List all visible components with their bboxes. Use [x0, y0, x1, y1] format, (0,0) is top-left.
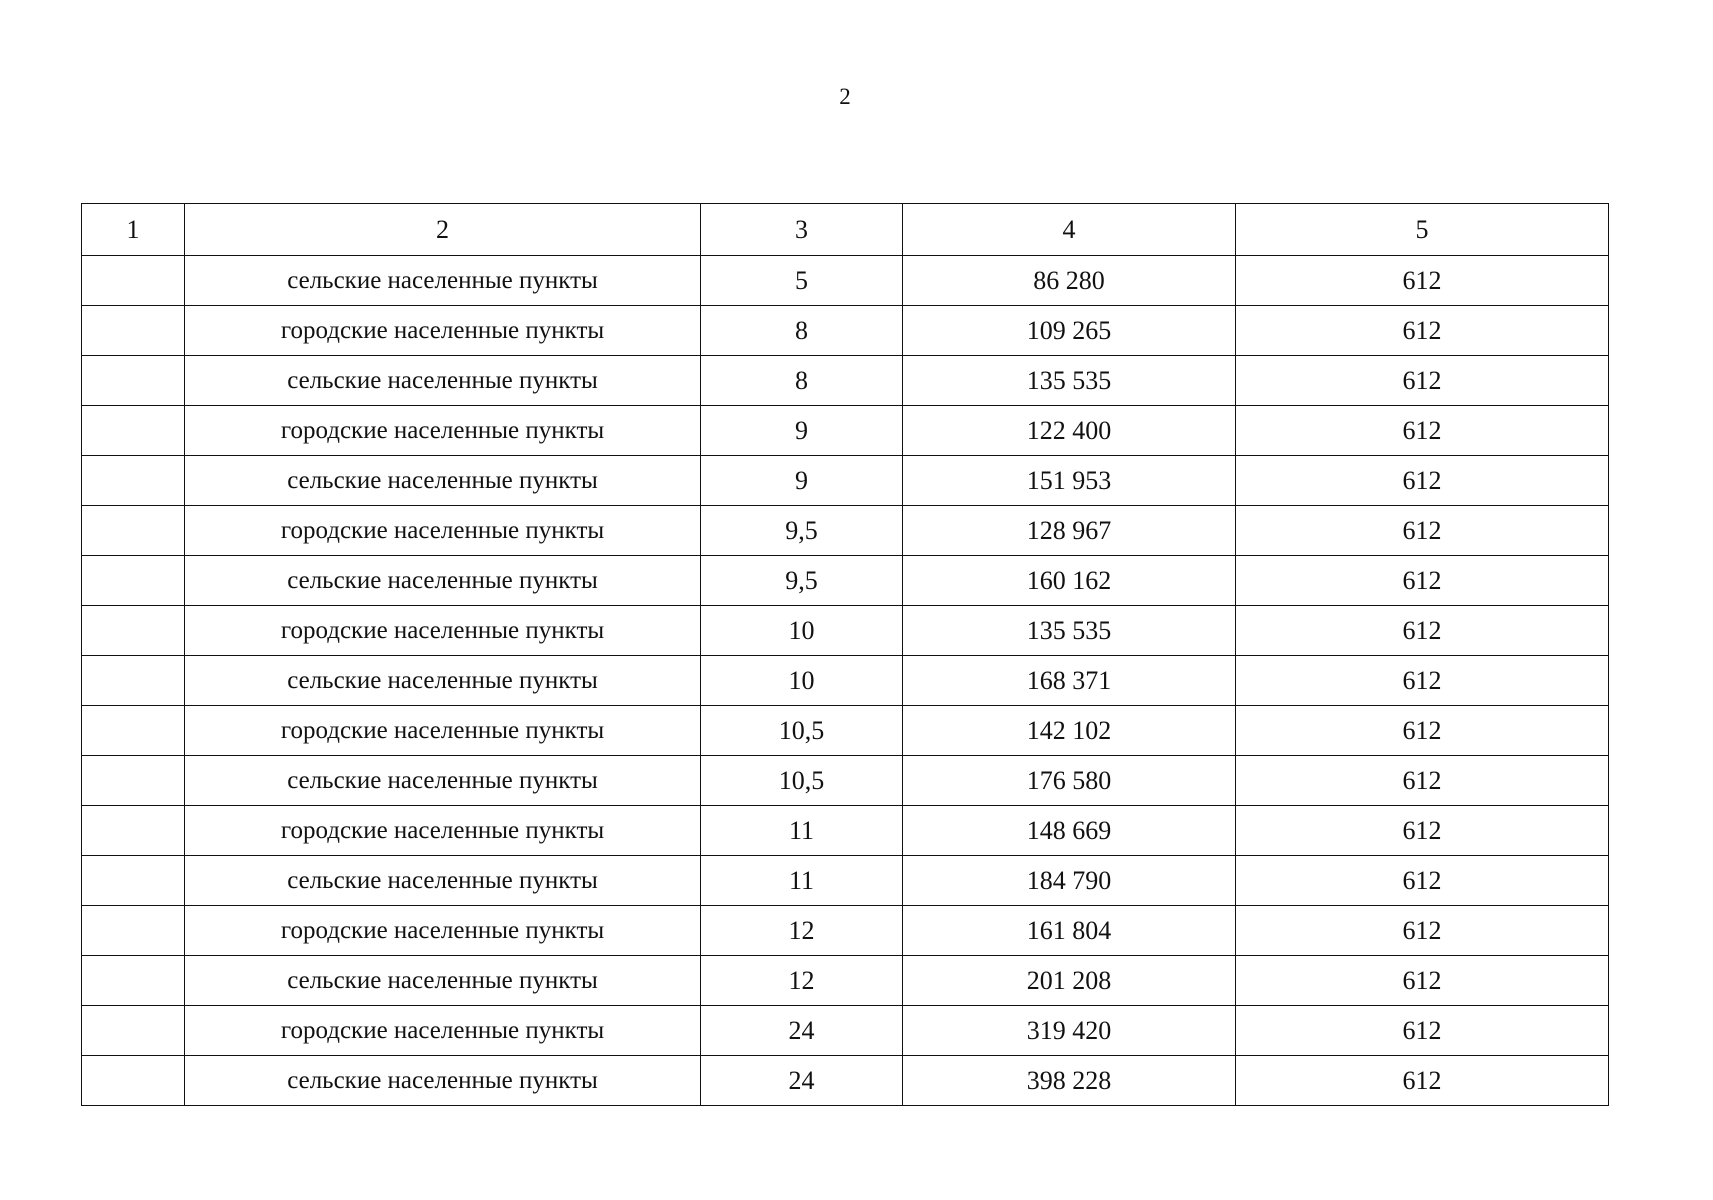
value-cell-col5: 612: [1236, 356, 1609, 406]
settlement-type-cell: сельские населенные пункты: [185, 1056, 701, 1106]
value-cell-col3: 12: [701, 906, 903, 956]
column-header-4: 4: [903, 204, 1236, 256]
value-cell-col4: 109 265: [903, 306, 1236, 356]
table-row: [82, 356, 1609, 406]
table-row: [82, 306, 1609, 356]
row-number-cell: [82, 806, 185, 856]
table-body: [82, 256, 1609, 1106]
settlement-type-cell: городские населенные пункты: [185, 906, 701, 956]
value-cell-col5: 612: [1236, 906, 1609, 956]
value-cell-col4: 148 669: [903, 806, 1236, 856]
table-row: [82, 1006, 1609, 1056]
value-cell-col5: 612: [1236, 656, 1609, 706]
value-cell-col4: 122 400: [903, 406, 1236, 456]
table-row: [82, 756, 1609, 806]
value-cell-col4: 142 102: [903, 706, 1236, 756]
row-number-cell: [82, 956, 185, 1006]
page-number: 2: [839, 84, 851, 109]
table-row: [82, 1056, 1609, 1106]
value-cell-col3: 9,5: [701, 556, 903, 606]
settlement-type-cell: сельские населенные пункты: [185, 256, 701, 306]
row-number-cell: [82, 856, 185, 906]
value-cell-col4: 135 535: [903, 356, 1236, 406]
value-cell-col5: 612: [1236, 806, 1609, 856]
settlement-type-cell: сельские населенные пункты: [185, 956, 701, 1006]
tariff-table: [81, 203, 1609, 1106]
row-number-cell: [82, 356, 185, 406]
row-number-cell: [82, 406, 185, 456]
value-cell-col4: 161 804: [903, 906, 1236, 956]
value-cell-col3: 10,5: [701, 756, 903, 806]
value-cell-col3: 10: [701, 656, 903, 706]
row-number-cell: [82, 656, 185, 706]
value-cell-col4: 201 208: [903, 956, 1236, 1006]
value-cell-col5: 612: [1236, 306, 1609, 356]
value-cell-col5: 612: [1236, 1056, 1609, 1106]
value-cell-col3: 9: [701, 406, 903, 456]
settlement-type-cell: городские населенные пункты: [185, 506, 701, 556]
table-row: [82, 906, 1609, 956]
row-number-cell: [82, 1056, 185, 1106]
column-header-3: 3: [701, 204, 903, 256]
value-cell-col3: 8: [701, 356, 903, 406]
value-cell-col3: 10: [701, 606, 903, 656]
row-number-cell: [82, 756, 185, 806]
settlement-type-cell: городские населенные пункты: [185, 406, 701, 456]
settlement-type-cell: городские населенные пункты: [185, 706, 701, 756]
value-cell-col3: 8: [701, 306, 903, 356]
table-header: [82, 204, 1609, 256]
value-cell-col5: 612: [1236, 606, 1609, 656]
value-cell-col5: 612: [1236, 556, 1609, 606]
column-header-5: 5: [1236, 204, 1609, 256]
settlement-type-cell: городские населенные пункты: [185, 306, 701, 356]
row-number-cell: [82, 606, 185, 656]
value-cell-col3: 10,5: [701, 706, 903, 756]
value-cell-col4: 168 371: [903, 656, 1236, 706]
table-row: [82, 656, 1609, 706]
value-cell-col3: 24: [701, 1056, 903, 1106]
row-number-cell: [82, 256, 185, 306]
settlement-type-cell: сельские населенные пункты: [185, 356, 701, 406]
value-cell-col4: 398 228: [903, 1056, 1236, 1106]
value-cell-col5: 612: [1236, 1006, 1609, 1056]
settlement-type-cell: городские населенные пункты: [185, 606, 701, 656]
settlement-type-cell: сельские населенные пункты: [185, 456, 701, 506]
value-cell-col3: 24: [701, 1006, 903, 1056]
table-row: [82, 956, 1609, 1006]
value-cell-col4: 184 790: [903, 856, 1236, 906]
value-cell-col4: 151 953: [903, 456, 1236, 506]
value-cell-col3: 11: [701, 856, 903, 906]
value-cell-col4: 128 967: [903, 506, 1236, 556]
value-cell-col4: 160 162: [903, 556, 1236, 606]
value-cell-col4: 135 535: [903, 606, 1236, 656]
value-cell-col5: 612: [1236, 956, 1609, 1006]
settlement-type-cell: сельские населенные пункты: [185, 756, 701, 806]
value-cell-col5: 612: [1236, 256, 1609, 306]
settlement-type-cell: сельские населенные пункты: [185, 556, 701, 606]
value-cell-col3: 9,5: [701, 506, 903, 556]
value-cell-col4: 176 580: [903, 756, 1236, 806]
column-header-2: 2: [185, 204, 701, 256]
row-number-cell: [82, 706, 185, 756]
table-row: [82, 256, 1609, 306]
settlement-type-cell: городские населенные пункты: [185, 806, 701, 856]
table-row: [82, 606, 1609, 656]
value-cell-col3: 11: [701, 806, 903, 856]
settlement-type-cell: сельские населенные пункты: [185, 656, 701, 706]
settlement-type-cell: сельские населенные пункты: [185, 856, 701, 906]
row-number-cell: [82, 456, 185, 506]
table-row: [82, 856, 1609, 906]
value-cell-col5: 612: [1236, 506, 1609, 556]
table-row: [82, 706, 1609, 756]
table-row: [82, 456, 1609, 506]
value-cell-col5: 612: [1236, 456, 1609, 506]
row-number-cell: [82, 906, 185, 956]
value-cell-col5: 612: [1236, 756, 1609, 806]
row-number-cell: [82, 1006, 185, 1056]
column-header-1: 1: [82, 204, 185, 256]
row-number-cell: [82, 556, 185, 606]
table-row: [82, 806, 1609, 856]
value-cell-col5: 612: [1236, 856, 1609, 906]
value-cell-col3: 5: [701, 256, 903, 306]
value-cell-col3: 12: [701, 956, 903, 1006]
settlement-type-cell: городские населенные пункты: [185, 1006, 701, 1056]
header-row: [82, 204, 1609, 256]
table-row: [82, 506, 1609, 556]
value-cell-col5: 612: [1236, 406, 1609, 456]
value-cell-col3: 9: [701, 456, 903, 506]
row-number-cell: [82, 506, 185, 556]
value-cell-col4: 319 420: [903, 1006, 1236, 1056]
row-number-cell: [82, 306, 185, 356]
table-row: [82, 556, 1609, 606]
value-cell-col4: 86 280: [903, 256, 1236, 306]
value-cell-col5: 612: [1236, 706, 1609, 756]
table-row: [82, 406, 1609, 456]
